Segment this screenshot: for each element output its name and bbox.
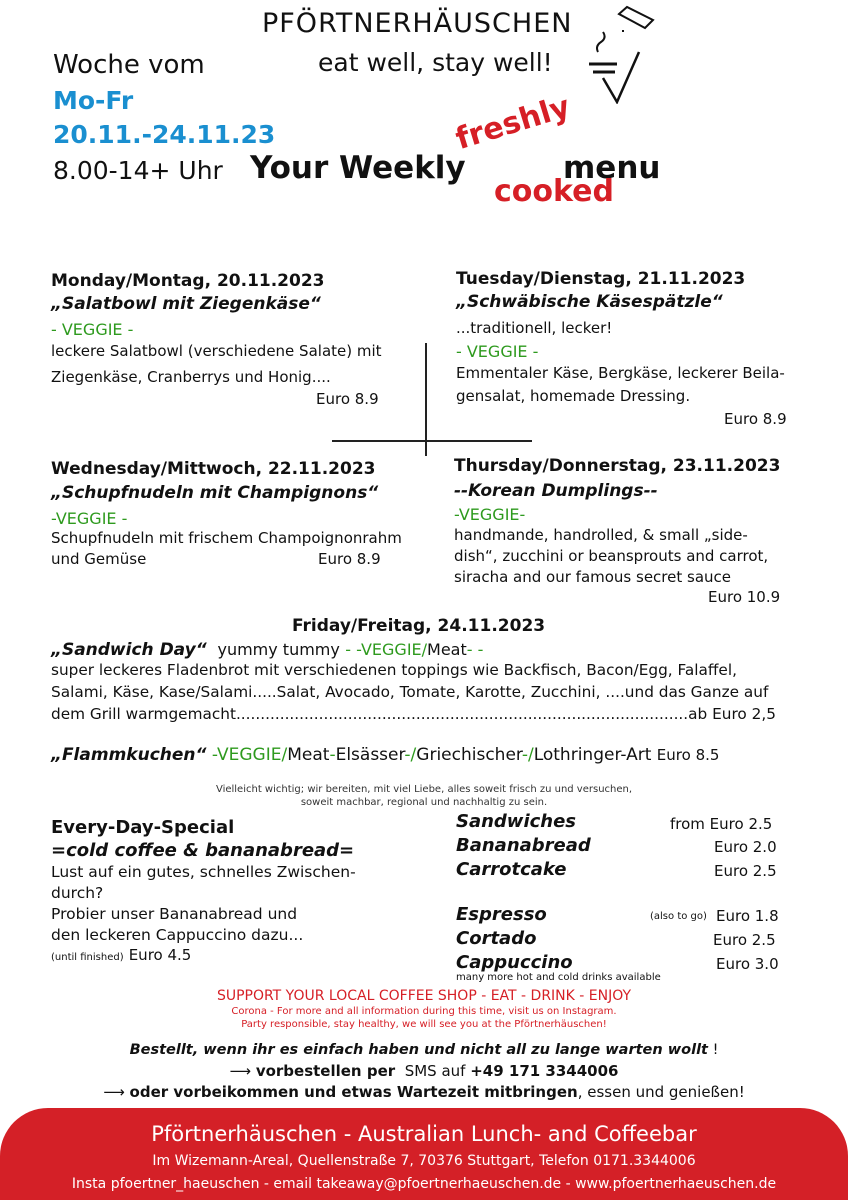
monday-veggie: - VEGGIE - — [51, 320, 134, 339]
thursday-dish: --Korean Dumplings-- — [454, 481, 658, 501]
friday-veggie: - -VEGGIE/ — [345, 640, 428, 659]
flammkuchen-style-2: Griechischer — [416, 745, 522, 765]
item-espresso: Espresso — [456, 904, 547, 925]
week-dates: 20.11.-24.11.23 — [53, 120, 276, 149]
friday-desc-3: dem Grill warmgemacht.............................................................................................ab Euro 2,5 — [51, 705, 776, 723]
footer-address: Im Wizemann-Areal, Quellenstraße 7, 70376 Stuttgart, Telefon 0171.3344006 — [152, 1153, 696, 1169]
order-sms: SMS auf — [404, 1062, 466, 1080]
wednesday-veggie: -VEGGIE - — [51, 509, 128, 528]
item-sandwiches: Sandwiches — [456, 811, 577, 832]
order-line-3 — [0, 1083, 848, 1101]
item-bananabread-price: Euro 2.0 — [714, 838, 777, 856]
friday-day: Friday/Freitag, 24.11.2023 — [292, 616, 546, 636]
thursday-day: Thursday/Donnerstag, 23.11.2023 — [454, 456, 781, 476]
special-until: (until finished) — [51, 952, 124, 963]
arrow-right-icon: ⟶ — [103, 1083, 125, 1101]
flammkuchen-dish: „Flammkuchen“ — [51, 745, 207, 765]
thursday-price: Euro 10.9 — [708, 588, 781, 606]
title-cooked: cooked — [494, 174, 614, 209]
footer-contact: Insta pfoertner_haeuschen - email takeaway@pfoertnerhaeuschen.de - www.pfoertnerhaeuschen.de — [71, 1176, 777, 1192]
item-espresso-price: Euro 1.8 — [716, 907, 779, 925]
special-price-line — [51, 945, 191, 964]
friday-tag: yummy tummy — [217, 640, 340, 659]
order-walk-in: oder vorbeikommen und etwas Wartezeit mitbringen — [129, 1083, 578, 1101]
support-line-2: Party responsible, stay healthy, we will see you at the Pförtnerhäuschen! — [241, 1019, 607, 1030]
title-freshly: freshly — [451, 89, 575, 157]
thursday-desc-3: siracha and our famous secret sauce — [454, 568, 732, 586]
flammkuchen-veggie: -VEGGIE/ — [206, 745, 288, 765]
footer — [0, 1108, 848, 1200]
flammkuchen-sep-1: - — [329, 745, 336, 765]
order-phone: +49 171 3344006 — [470, 1062, 619, 1080]
tuesday-desc-1: Emmentaler Käse, Bergkäse, leckerer Beila- — [456, 364, 785, 382]
week-label: Woche vom — [53, 50, 205, 80]
order-preorder: vorbestellen per — [255, 1062, 396, 1080]
note-line-1: Vielleicht wichtig; wir bereiten, mit viel Liebe, alles soweit frisch zu und versuchen, — [215, 784, 633, 795]
horizontal-divider — [332, 440, 532, 442]
week-days: Mo-Fr — [53, 86, 134, 115]
friday-dish: „Sandwich Day“ — [51, 640, 207, 660]
special-price: Euro 4.5 — [128, 946, 192, 964]
tuesday-dish: „Schwäbische Käsespätzle“ — [456, 292, 723, 312]
special-line-2: durch? — [51, 884, 104, 902]
support-headline: SUPPORT YOUR LOCAL COFFEE SHOP - EAT - DRINK - ENJOY — [216, 988, 632, 1004]
special-line-4: den leckeren Cappuccino dazu... — [51, 926, 304, 944]
monday-day: Monday/Montag, 20.11.2023 — [51, 271, 325, 291]
wednesday-dish: „Schupfnudeln mit Champignons“ — [51, 483, 379, 503]
item-sandwiches-price: from Euro 2.5 — [670, 815, 773, 833]
item-cappuccino: Cappuccino — [456, 952, 573, 973]
title-menu: menu — [563, 150, 661, 186]
friday-veggie-suffix: - - — [466, 640, 484, 659]
coffee-cup-icon — [583, 4, 663, 104]
thursday-veggie: -VEGGIE- — [454, 505, 526, 524]
friday-desc-1: super leckeres Fladenbrot mit verschiedenen toppings wie Backfisch, Bacon/Egg, Falaffel, — [51, 661, 737, 679]
brand-name: PFÖRTNERHÄUSCHEN — [262, 8, 573, 39]
item-carrotcake-price: Euro 2.5 — [714, 862, 777, 880]
special-subtitle: =cold coffee & bananabread= — [51, 840, 355, 861]
wednesday-desc-2: und Gemüse — [51, 550, 147, 568]
support-line-1: Corona - For more and all information during this time, visit us on Instagram. — [231, 1006, 617, 1017]
title-your-weekly: Your Weekly — [250, 150, 466, 186]
flammkuchen-style-3: Lothringer-Art — [533, 745, 652, 765]
friday-meat: Meat — [427, 640, 467, 659]
flammkuchen-style-1: Elsässer — [335, 745, 405, 765]
special-line-1: Lust auf ein gutes, schnelles Zwischen- — [51, 863, 356, 881]
wednesday-desc-1: Schupfnudeln mit frischem Champoignonrahm — [51, 529, 402, 547]
friday-desc-2: Salami, Käse, Kase/Salami.....Salat, Avocado, Tomate, Karotte, Zucchini, ....und das Ganze auf — [51, 683, 769, 701]
order-line-2 — [0, 1062, 848, 1080]
special-line-3: Probier unser Bananabread und — [51, 905, 298, 923]
tuesday-note: ...traditionell, lecker! — [456, 319, 613, 337]
monday-desc-1: leckere Salatbowl (verschiedene Salate) mit — [51, 342, 382, 360]
friday-headline — [51, 640, 483, 660]
item-cappuccino-price: Euro 3.0 — [716, 955, 779, 973]
flammkuchen-sep-3: -/ — [521, 745, 534, 765]
item-espresso-note: (also to go) — [650, 911, 707, 922]
order-line-1-text: Bestellt, wenn ihr es einfach haben und nicht all zu lange warten wollt — [129, 1042, 708, 1058]
order-line-1 — [0, 1042, 848, 1058]
footer-title: Pförtnerhäuschen - Australian Lunch- and Coffeebar — [151, 1122, 697, 1146]
slogan: eat well, stay well! — [318, 48, 553, 77]
item-cortado: Cortado — [456, 928, 537, 949]
tuesday-price: Euro 8.9 — [724, 410, 787, 428]
flammkuchen-sep-2: -/ — [404, 745, 417, 765]
tuesday-desc-2: gensalat, homemade Dressing. — [456, 387, 691, 405]
wednesday-price: Euro 8.9 — [318, 550, 381, 568]
item-cortado-price: Euro 2.5 — [713, 931, 776, 949]
wednesday-day: Wednesday/Mittwoch, 22.11.2023 — [51, 459, 376, 479]
flammkuchen-meat: Meat — [287, 745, 330, 765]
thursday-desc-1: handmande, handrolled, & small „side- — [454, 526, 748, 544]
monday-dish: „Salatbowl mit Ziegenkäse“ — [51, 294, 321, 314]
order-enjoy: , essen und genießen! — [577, 1083, 745, 1101]
thursday-desc-2: dish“, zucchini or beansprouts and carrot, — [454, 547, 769, 565]
tuesday-veggie: - VEGGIE - — [456, 342, 539, 361]
drinks-note: many more hot and cold drinks available — [456, 972, 661, 983]
flammkuchen-price: Euro 8.5 — [656, 746, 720, 764]
flammkuchen-line — [51, 745, 719, 765]
tuesday-day: Tuesday/Dienstag, 21.11.2023 — [456, 269, 746, 289]
monday-price: Euro 8.9 — [316, 390, 379, 408]
order-line-1-end: ! — [707, 1042, 719, 1058]
item-bananabread: Bananabread — [456, 835, 591, 856]
note-line-2: soweit machbar, regional und nachhaltig zu sein. — [300, 797, 548, 808]
opening-hours: 8.00-14+ Uhr — [53, 156, 223, 185]
item-carrotcake: Carrotcake — [456, 859, 567, 880]
special-title: Every-Day-Special — [51, 817, 235, 838]
monday-desc-2: Ziegenkäse, Cranberrys und Honig.... — [51, 368, 331, 386]
arrow-right-icon: ⟶ — [229, 1062, 252, 1080]
